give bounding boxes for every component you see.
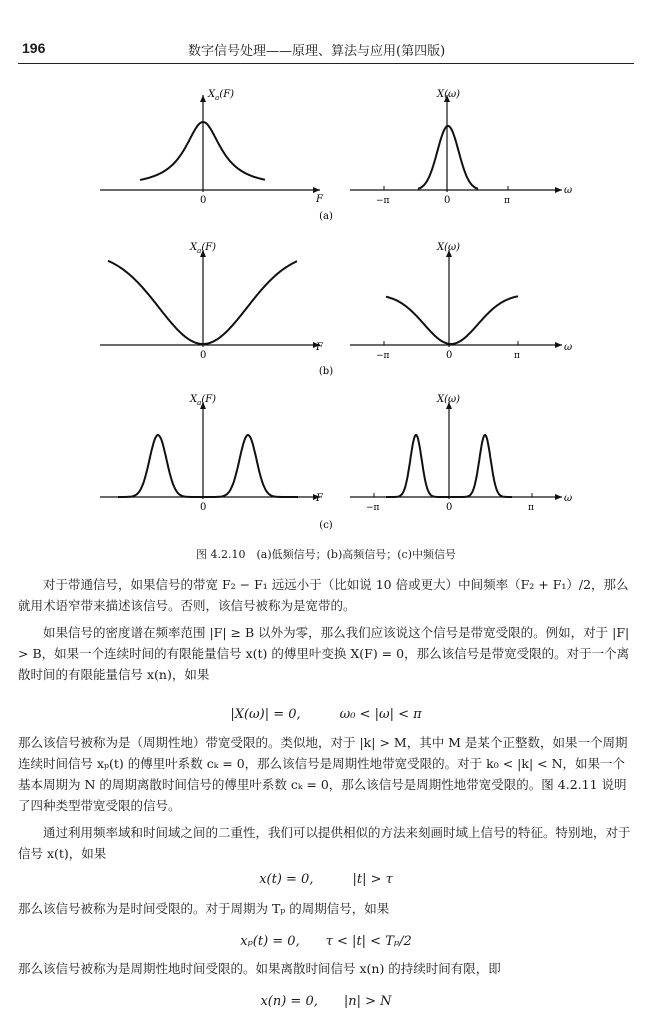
paragraph-narrowband: 对于带通信号，如果信号的带宽 F₂ − F₁ 远远小于（比如说 10 倍或更大）中间频率（F₂ + F₁）/2，那么就用术语窄带来描述该信号。否则，该信号被称为是宽带的。 bbox=[18, 577, 629, 613]
panel-c-left-xaxis-label: F bbox=[316, 493, 323, 504]
paragraph-duality: 通过利用频率域和时间域之间的二重性，我们可以提供相似的方法来刻画时域上信号的特征。特别地，对于信号 x(t)，如果 bbox=[18, 825, 631, 861]
panel-b-left-tick: 0 bbox=[200, 350, 207, 361]
panel-a-right-ylabel: X(ω) bbox=[437, 89, 461, 100]
paragraph-periodic-timelimited-intro: 那么该信号被称为是时间受限的。对于周期为 Tₚ 的周期信号，如果 bbox=[18, 901, 390, 916]
equation-periodic-time-limited: xₚ(t) = 0, τ < |t| < Tₚ/2 bbox=[240, 934, 412, 949]
panel-b-right-tick-zero: 0 bbox=[446, 350, 453, 361]
panel-c-right-tick-neg-pi: −π bbox=[366, 503, 380, 513]
panel-b-right-tick-pi: π bbox=[514, 351, 520, 361]
panel-a-right-curve bbox=[418, 126, 478, 189]
panel-a-right-tick-neg-pi: −π bbox=[376, 196, 390, 206]
panel-a-left-xaxis-label: F bbox=[316, 194, 323, 205]
panel-c-right-ylabel: X(ω) bbox=[437, 394, 461, 405]
equation-time-limited: x(t) = 0, |t| > τ bbox=[259, 872, 393, 887]
panel-b-left-ylabel: $X_a(F)$ bbox=[190, 242, 217, 255]
panel-c-label: (c) bbox=[319, 520, 333, 531]
panel-b-right-curve bbox=[386, 296, 518, 344]
panel-a-right-tick-pi: π bbox=[504, 196, 510, 206]
panel-c-right-tick-pi: π bbox=[528, 503, 534, 513]
panel-b-left-xaxis-label: F bbox=[316, 342, 323, 353]
panel-c bbox=[100, 394, 572, 531]
panel-a-label: (a) bbox=[319, 211, 333, 222]
panel-b-right-ylabel: X(ω) bbox=[437, 242, 461, 253]
paragraph-periodic-bandlimited: 那么该信号被称为是（周期性地）带宽受限的。类似地，对于 |k| > M，其中 M 是某个正整数，如果一个周期连续时间信号 xₚ(t) 的傅里叶系数 cₖ = 0，那么该信号是周期性地带宽受限的。对于 k₀ < |k| < N，如果一个基本周期为 N 的周期离散时间信号的傅里叶系数 cₖ = 0，那么该信号是周期性地带宽受限的。图 4.2.11 说明了四种类型带宽受限的信号。 bbox=[18, 735, 628, 813]
panel-a-left-ylabel: $X_a(F)$ bbox=[208, 89, 235, 102]
panel-a bbox=[100, 89, 572, 222]
panel-a-left-tick: 0 bbox=[200, 195, 207, 206]
panel-c-right-tick-zero: 0 bbox=[446, 502, 453, 513]
panel-b-right-tick-neg-pi: −π bbox=[376, 351, 390, 361]
running-header-title: 数字信号处理——原理、算法与应用(第四版) bbox=[188, 44, 446, 59]
page-number: 196 bbox=[22, 40, 46, 56]
panel-c-right-xaxis-label: ω bbox=[564, 493, 573, 504]
panel-c-left-curve bbox=[118, 435, 298, 497]
equation-discrete-bandlimit: |X(ω)| = 0, ω₀ < |ω| < π bbox=[230, 707, 422, 722]
equation-discrete-time-limited: x(n) = 0, |n| > N bbox=[260, 994, 392, 1009]
paragraph-bandlimited: 如果信号的密度谱在频率范围 |F| ≥ B 以外为零，那么我们应该说这个信号是带宽受限的。例如，对于 |F| > B，如果一个连续时间的有限能量信号 x(t) 的傅里叶变换 X(F) = 0，那么该信号是带宽受限的。对于一个离散时间的有限能量信号 x(n)，如果 bbox=[18, 625, 630, 682]
panel-b-right-xaxis-label: ω bbox=[564, 342, 573, 353]
panel-c-left-tick: 0 bbox=[200, 502, 207, 513]
panel-b bbox=[100, 242, 572, 377]
panel-a-right-tick-zero: 0 bbox=[444, 195, 451, 206]
figure-caption: 图 4.2.10 (a)低频信号；(b)高频信号；(c)中频信号 bbox=[196, 548, 456, 561]
panel-c-left-ylabel: $X_a(F)$ bbox=[190, 394, 217, 407]
paragraph-discrete-duration: 那么该信号被称为是周期性地时间受限的。如果离散时间信号 x(n) 的持续时间有限，即 bbox=[18, 961, 501, 976]
panel-a-right-xaxis-label: ω bbox=[564, 185, 573, 196]
panel-b-label: (b) bbox=[318, 366, 334, 377]
